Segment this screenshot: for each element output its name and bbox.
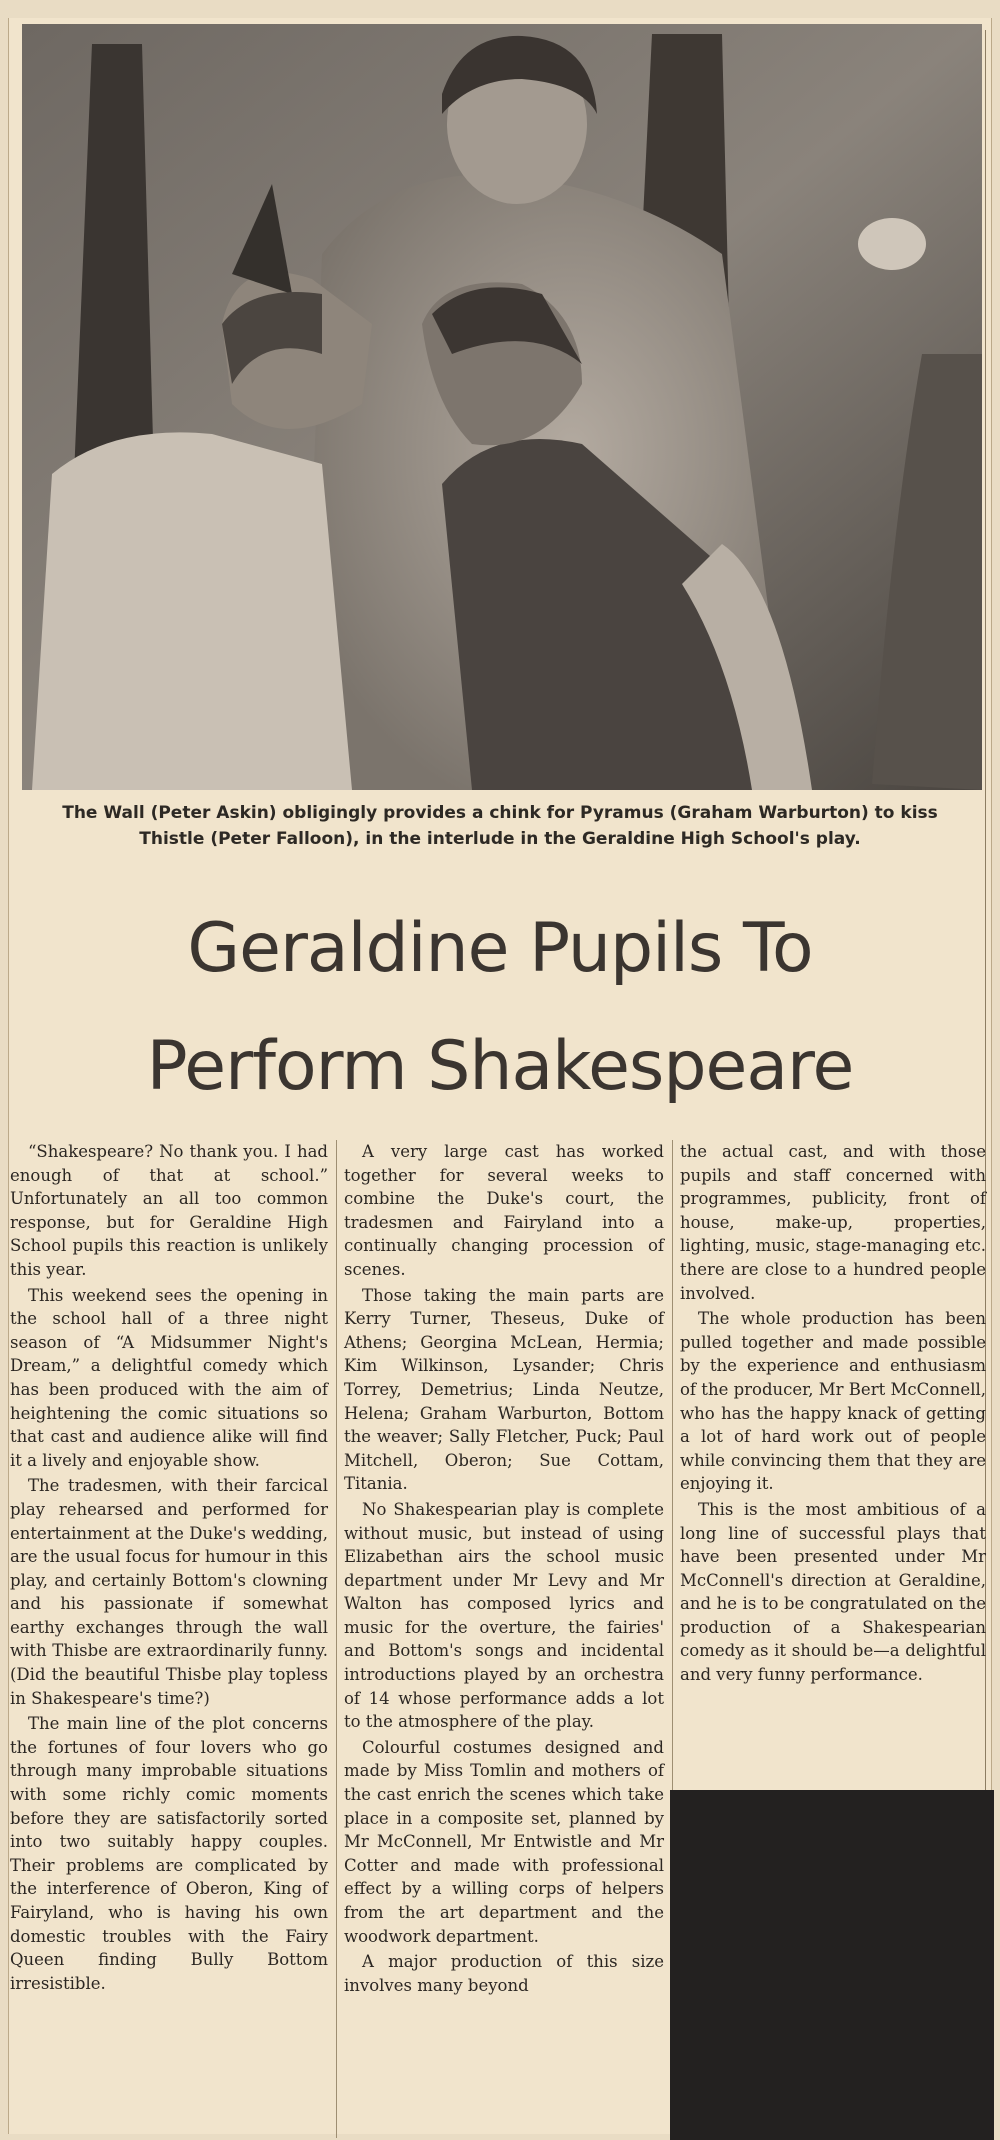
paragraph: This weekend sees the opening in the school hall of a three night season of “A Midsummer Night's Dream,” a delightful comedy which has been produced with the aim of heightening the comic situations so that cast and audience alike will find it a lively and enjoyable show.	[10, 1285, 328, 1470]
paragraph: This is the most ambitious of a long line of successful plays that have been presented under Mr McConnell's direction at Geraldine, and he is to be congratulated on the production of a Shakespearian comedy as it should be—a delightful and very funny performance.	[680, 1499, 986, 1685]
article-headline	[20, 890, 980, 1126]
paragraph: Those taking the main parts are Kerry Turner, Theseus, Duke of Athens; Georgina McLean, Hermia; Kim Wilkinson, Lysander; Chris Torrey, Demetrius; Linda Neutze, Helena; Graham Warburton, Bottom the weaver; Sally Fletcher, Puck; Paul Mitchell, Oberon; Sue Cottam, Titania.	[344, 1285, 664, 1494]
paragraph: A major production of this size involves many beyond	[344, 1952, 664, 1995]
paragraph: The whole production has been pulled together and made possible by the experience and enthusiasm of the producer, Mr Bert McConnell, who has the happy knack of getting a lot of hard work out of people while convincing them that they are enjoying it.	[680, 1309, 986, 1494]
paragraph: A very large cast has worked together for several weeks to combine the Duke's court, the tradesmen and Fairyland into a continually changing procession of scenes.	[344, 1142, 664, 1279]
paragraph: Colourful costumes designed and made by Miss Tomlin and mothers of the cast enrich the scenes which take place in a composite set, planned by Mr McConnell, Mr Entwistle and Mr Cotter and made with professional effect by a willing corps of helpers from the art department and the woodwork department.	[344, 1737, 664, 1946]
article-photo	[22, 24, 982, 790]
adjacent-dark-block	[670, 1790, 994, 2140]
photo-caption: The Wall (Peter Askin) obligingly provides a chink for Pyramus (Graham Warburton) to kiss Thistle (Peter Falloon), in the interlude in the Geraldine High School's play.	[62, 803, 938, 849]
headline-line-2: Perform Shakespeare	[146, 1027, 854, 1106]
stage-scene-image	[22, 24, 982, 790]
paragraph: No Shakespearian play is complete without music, but instead of using Elizabethan airs the school music department under Mr Levy and Mr Walton has composed lyrics and music for the overture, the fairies' and Bottom's songs and incidental introductions played by an orchestra of 14 whose performance adds a lot to the atmosphere of the play.	[344, 1499, 664, 1732]
paragraph: the actual cast, and with those pupils and staff concerned with programmes, publicity, front of house, make-up, properties, lighting, music, stage-managing etc. there are close to a hundred people involved.	[680, 1142, 986, 1303]
article-column-3	[680, 1140, 986, 1687]
paragraph: The main line of the plot concerns the fortunes of four lovers who go through many improbable situations with some richly comic moments before they are satisfactorily sorted into two suitably happy couples. Their problems are complicated by the interference of Oberon, King of Fairyland, who is having his own domestic troubles with the Fairy Queen finding Bully Bottom irresistible.	[10, 1714, 328, 1993]
article-column-1	[10, 1140, 328, 1995]
paragraph: “Shakespeare? No thank you. I had enough of that at school.” Unfortunately an all too common response, but for Geraldine High School pupils this reaction is unlikely this year.	[10, 1142, 328, 1279]
column-divider	[336, 1140, 337, 2138]
paragraph: The tradesmen, with their farcical play rehearsed and performed for entertainment at the Duke's wedding, are the usual focus for humour in this play, and certainly Bottom's clowning and his passionate if somewhat earthy exchanges through the wall with Thisbe are extraordinarily funny. (Did the beautiful Thisbe play topless in Shakespeare's time?)	[10, 1476, 328, 1708]
article-column-2	[344, 1140, 664, 1997]
headline-line-1: Geraldine Pupils To	[187, 909, 813, 988]
